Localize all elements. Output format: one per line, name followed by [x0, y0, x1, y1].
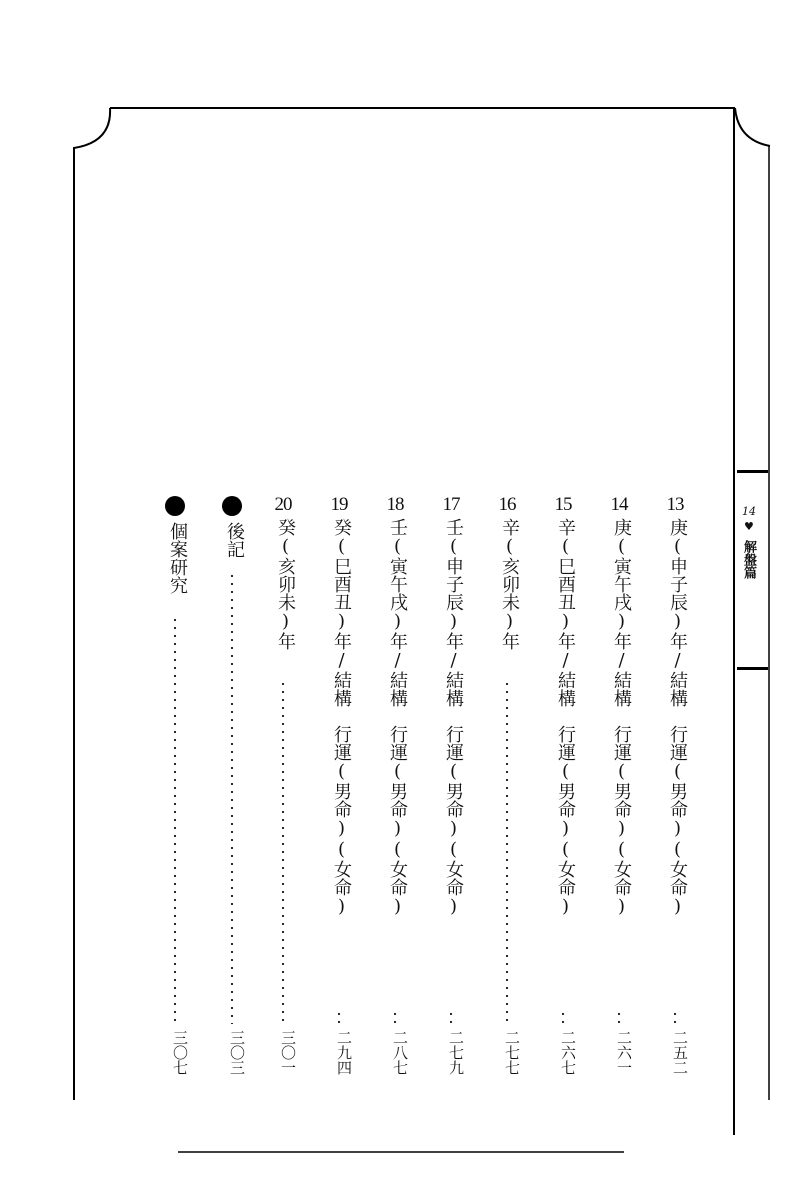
- entry-number: 17: [442, 494, 460, 515]
- entry-title: 辛(巳酉丑)年/結構 行運(男命)(女命): [555, 518, 576, 917]
- entry-page: 二五二: [671, 1030, 689, 1075]
- entry-title: 壬(寅午戌)年/結構 行運(男命)(女命): [387, 518, 408, 917]
- leader-dots: [173, 616, 177, 1024]
- entry-title: 癸(亥卯未)年: [275, 518, 296, 650]
- leader-dots: [230, 572, 234, 1024]
- leader-dots: [561, 1010, 565, 1026]
- entry-title: 辛(亥卯未)年: [499, 518, 520, 650]
- entry-number: 18: [386, 494, 404, 515]
- entry-number: 19: [330, 494, 348, 515]
- leader-dots: [673, 1010, 677, 1026]
- entry-page: 二八七: [391, 1030, 409, 1075]
- leader-dots: [449, 1010, 453, 1026]
- entry-page: 二六七: [559, 1030, 577, 1075]
- entry-number: 15: [554, 494, 572, 515]
- entry-number: 14: [610, 494, 628, 515]
- leader-dots: [393, 1010, 397, 1026]
- entry-number: 13: [666, 494, 684, 515]
- entry-page: 三〇三: [228, 1030, 246, 1075]
- entry-title: 後記: [224, 522, 245, 558]
- entry-page: 二六一: [615, 1030, 633, 1075]
- side-tab-number: 14: [742, 505, 756, 518]
- bullet-icon: [165, 496, 185, 516]
- leader-dots: [281, 680, 285, 1025]
- entry-number: 20: [274, 494, 292, 515]
- entry-title: 癸(巳酉丑)年/結構 行運(男命)(女命): [331, 518, 352, 917]
- entry-page: 二七七: [503, 1030, 521, 1075]
- entry-page: 二七九: [447, 1030, 465, 1075]
- entry-title: 壬(申子辰)年/結構 行運(男命)(女命): [443, 518, 464, 917]
- entry-page: 三〇一: [279, 1030, 297, 1075]
- leader-dots: [617, 1010, 621, 1026]
- entry-page: 三〇七: [171, 1030, 189, 1075]
- heart-icon: ♥: [744, 520, 754, 533]
- entry-page: 二九四: [335, 1030, 353, 1075]
- bullet-icon: [222, 496, 242, 516]
- side-tab-label: 解盤篇: [741, 540, 756, 579]
- entry-title: 個案研究: [167, 522, 188, 594]
- leader-dots: [505, 680, 509, 1025]
- entry-title: 庚(寅午戌)年/結構 行運(男命)(女命): [611, 518, 632, 917]
- leader-dots: [337, 1010, 341, 1026]
- entry-number: 16: [498, 494, 516, 515]
- entry-title: 庚(申子辰)年/結構 行運(男命)(女命): [667, 518, 688, 917]
